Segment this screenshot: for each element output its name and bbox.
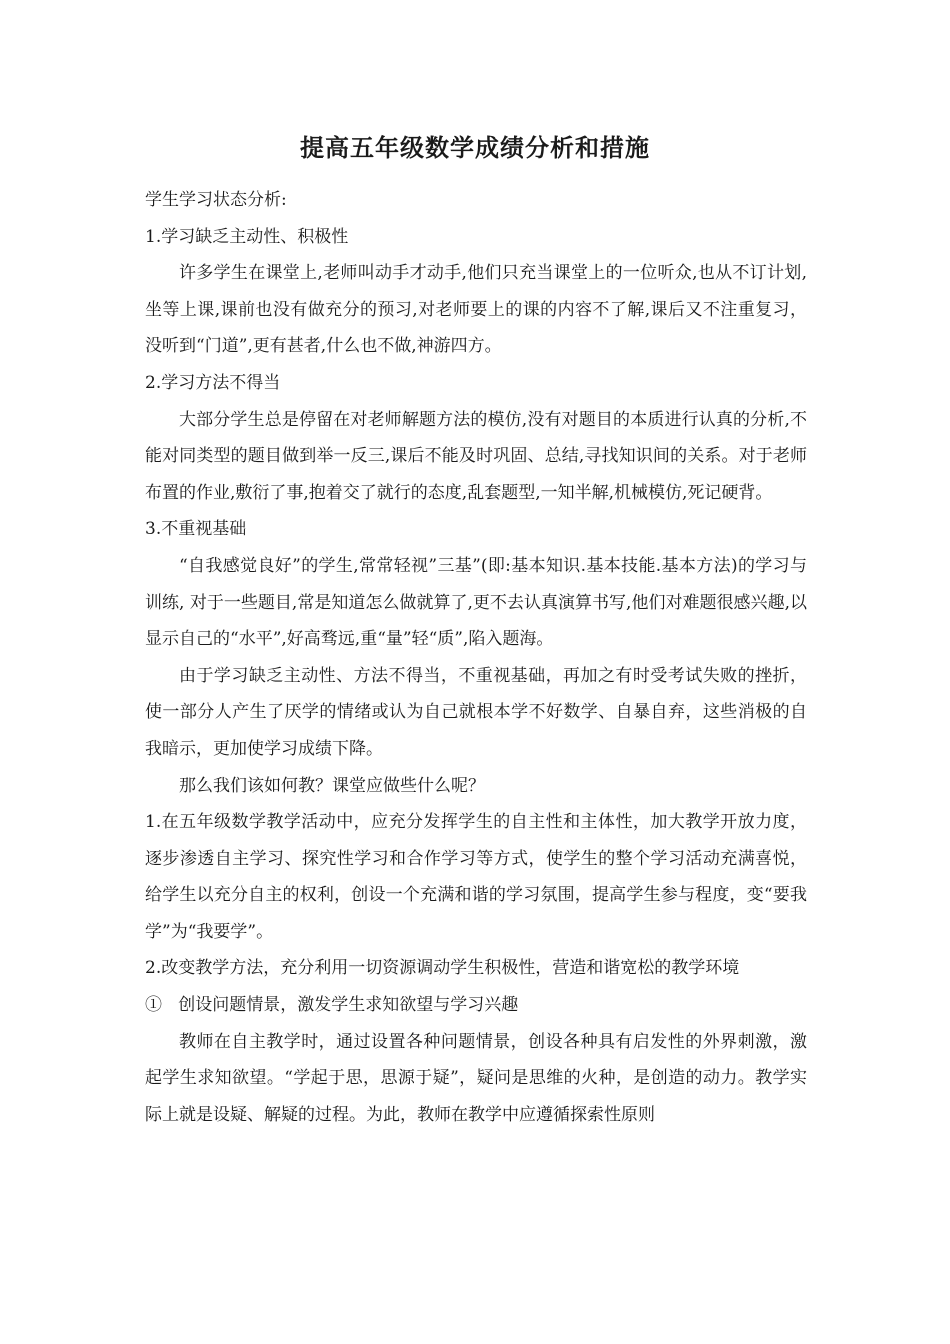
section-heading: 2.学习方法不得当 [145,372,281,393]
section-heading: 1.学习缺乏主动性、积极性 [145,226,349,247]
paragraph: 那么我们该如何教？课堂应做些什么呢？ [179,775,485,796]
numbered-paragraph: 1.在五年级数学教学活动中，应充分发挥学生的自主性和主体性，加大教学开放力度，逐步渗透自主学习、探究性学习和合作学习等方式，使学生的整个学习活动充满喜悦，给学生以充分自主的权利，创设一个充满和谐的学习氛围，提高学生参与程度，变“要我学”为“我要学”。 [145,812,807,942]
paragraph: 学生学习状态分析: [145,190,287,210]
document-title: 提高五年级数学成绩分析和措施 [300,134,650,162]
document-body [145,182,807,1133]
paragraph: 教师在自主教学时，通过设置各种问题情景，创设各种具有启发性的外界刺激，激起学生求知欲望。“学起于思，思源于疑”，疑问是思维的火种，是创造的动力。教学实际上就是设疑、解疑的过程。为此，教师在教学中应遵循探索性原则 [145,1031,807,1125]
circled-item: ① 创设问题情景，激发学生求知欲望与学习兴趣 [145,995,519,1016]
section-heading: 3.不重视基础 [145,519,247,540]
paragraph: 许多学生在课堂上,老师叫动手才动手,他们只充当课堂上的一位听众,也从不订计划,坐等上课,课前也没有做充分的预习,对老师要上的课的内容不了解,课后又不注重复习，没听到“门道”,更有甚者,什么也不做,神游四方。 [145,263,807,357]
paragraph: 大部分学生总是停留在对老师解题方法的模仿,没有对题目的本质进行认真的分析,不能对同类型的题目做到举一反三,课后不能及时巩固、总结,寻找知识间的关系。对于老师布置的作业,敷衍了事,抱着交了就行的态度,乱套题型,一知半解,机械模仿,死记硬背。 [145,409,807,503]
paragraph: 由于学习缺乏主动性、方法不得当，不重视基础，再加之有时受考试失败的挫折，使一部分人产生了厌学的情绪或认为自己就根本学不好数学、自暴自弃，这些消极的自我暗示，更加使学习成绩下降。 [145,665,807,759]
paragraph: “自我感觉良好”的学生,常常轻视”三基”(即:基本知识.基本技能.基本方法)的学习与训练, 对于一些题目,常是知道怎么做就算了,更不去认真演算书写,他们对难题很感兴趣,以显示自己的“水平”,好高骛远,重“量”轻“质”,陷入题海。 [145,555,807,650]
numbered-paragraph: 2.改变教学方法，充分利用一切资源调动学生积极性，营造和谐宽松的教学环境 [145,958,740,979]
